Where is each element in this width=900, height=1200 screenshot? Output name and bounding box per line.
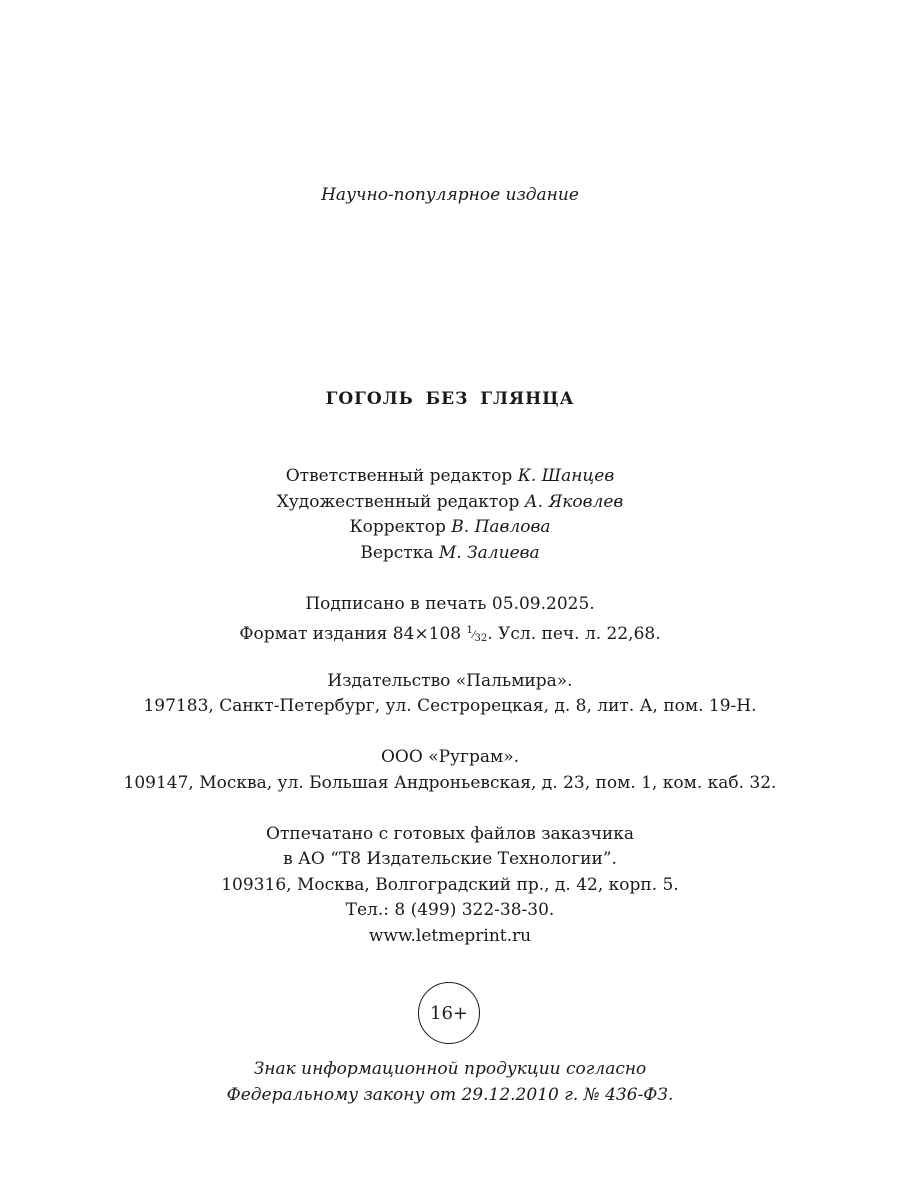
printer-website: www.letmeprint.ru [368,926,532,946]
fraction-denominator: 32 [474,633,488,644]
printer-line-1: Отпечатано с готовых файлов заказчика [266,824,634,844]
age-rating-badge [418,982,480,1044]
printer-line-2: в АО “Т8 Издательские Технологии”. [283,849,617,869]
credit-line-proofreader [0,515,900,540]
publisher-name: Издательство «Пальмира». [327,671,573,691]
printer-phone: Тел.: 8 (499) 322-38-30. [345,900,555,920]
credit-role: Художественный редактор [276,492,520,512]
fraction-numerator: 1 [466,625,473,636]
credit-line-executive-editor [0,464,900,489]
format-fraction: 1⁄32 [466,625,488,644]
book-title: ГОГОЛЬ БЕЗ ГЛЯНЦА [325,389,575,409]
age-rating-label: 16+ [430,1002,468,1024]
company-address: 109147, Москва, ул. Большая Андроньевская, д. 23, пом. 1, ком. каб. 32. [123,773,777,793]
format-suffix: . Усл. печ. л. 22,68. [487,624,661,644]
age-notice-line-1: Знак информационной продукции согласно [253,1059,647,1079]
edition-type: Научно-популярное издание [321,185,579,205]
format-line [0,618,900,651]
credit-role: Верстка [360,543,434,563]
credit-line-art-editor [0,490,900,515]
company-name: ООО «Руграм». [380,747,519,767]
format-prefix: Формат издания 84×108 [239,624,462,644]
credit-role: Ответственный редактор [285,466,513,486]
credit-role: Корректор [349,517,446,537]
publisher-address: 197183, Санкт-Петербург, ул. Сестрорецкая, д. 8, лит. А, пом. 19-Н. [143,696,757,716]
credit-name: М. Залиева [438,543,540,563]
printer-address: 109316, Москва, Волгоградский пр., д. 42, корп. 5. [221,875,679,895]
credit-name: К. Шанцев [517,466,615,486]
credit-name: В. Павлова [451,517,551,537]
credit-line-layout [0,541,900,566]
credit-name: А. Яковлев [524,492,624,512]
signed-to-print: Подписано в печать 05.09.2025. [305,594,595,614]
age-notice-line-2: Федеральному закону от 29.12.2010 г. № 436-ФЗ. [226,1085,674,1105]
